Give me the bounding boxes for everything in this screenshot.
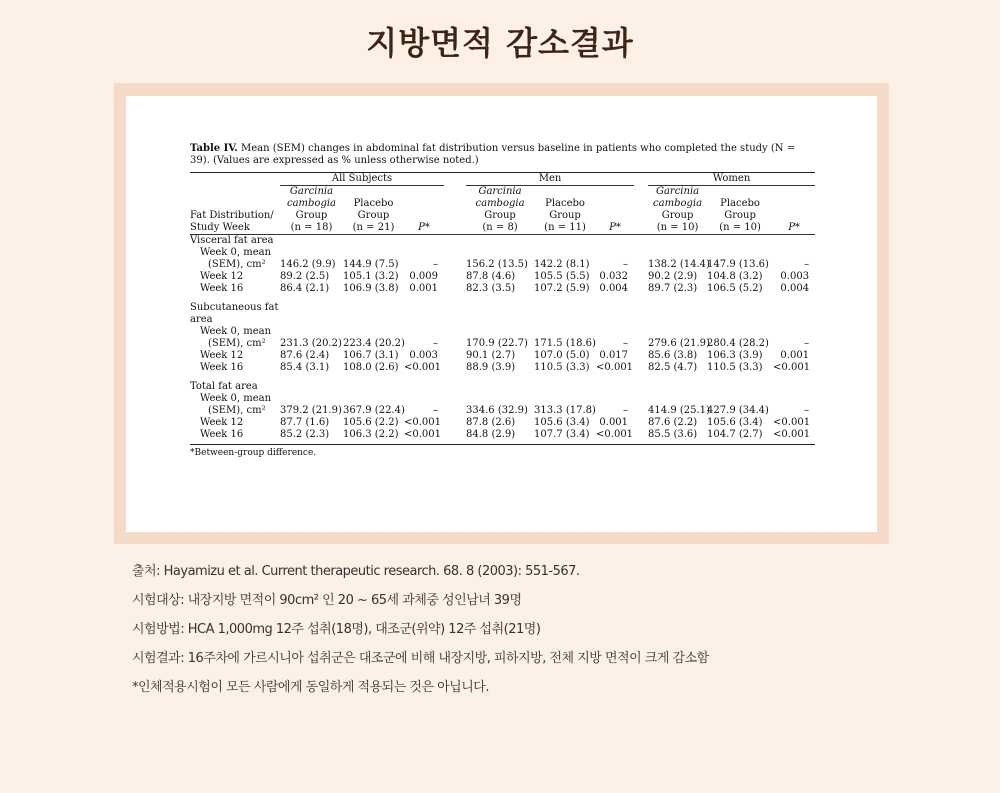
table-caption (190, 143, 815, 167)
table-cell: 104.8 (3.2) (707, 271, 763, 282)
table-cell: <0.001 (404, 362, 442, 373)
n-women-pl: (n = 10) (707, 222, 773, 235)
column-header-row (190, 198, 815, 210)
gc-header-line: cambogia (286, 198, 337, 209)
table-cell: 105.6 (3.4) (707, 417, 763, 428)
placebo-header-line: Placebo (720, 198, 760, 209)
row-label: (SEM), cm² (208, 338, 266, 349)
table-cell: 0.009 (409, 271, 439, 282)
table-cell: 379.2 (21.9) (280, 405, 342, 416)
week0-label-row (190, 326, 815, 338)
table-cell: 414.9 (25.1) (648, 405, 710, 416)
table-row (190, 417, 815, 429)
table-cell: 223.4 (20.2) (343, 338, 405, 349)
gc-header-line: Garcinia (655, 186, 700, 197)
table-cell: 107.7 (3.4) (534, 429, 590, 440)
row-label: Week 16 (200, 283, 244, 294)
week0-label-row (190, 393, 815, 405)
table-row (190, 362, 815, 374)
section-title-row (190, 314, 815, 326)
p-header: P* (788, 222, 800, 233)
section-title: Subcutaneous fat (190, 302, 279, 313)
n-men-gc: (n = 8) (466, 222, 534, 235)
table-cell: 0.017 (599, 350, 629, 361)
page-title: 지방면적 감소결과 (366, 24, 634, 62)
note-method: 시험방법: HCA 1,000mg 12주 섭취(18명), 대조군(위약) 12주 섭취(21명) (132, 622, 541, 637)
table-cell: 0.032 (599, 271, 629, 282)
table-footnote: *Between-group difference. (190, 448, 317, 458)
row-label: Week 16 (200, 362, 244, 373)
n-all-pl: (n = 21) (343, 222, 404, 235)
gc-header-line: Group (295, 210, 328, 221)
table-cell: 85.6 (3.8) (648, 350, 698, 361)
section-title: Visceral fat area (190, 235, 274, 246)
n-all-gc: (n = 18) (280, 222, 343, 235)
table-cell: – (623, 405, 629, 416)
week0-label: Week 0, mean (200, 326, 272, 337)
table-cell: 106.3 (3.9) (707, 350, 763, 361)
gc-header-line: cambogia (475, 198, 525, 209)
table-cell: – (623, 259, 629, 270)
table-cell: 427.9 (34.4) (707, 405, 769, 416)
gc-header-line: Group (661, 210, 694, 221)
table-cell: 105.5 (5.5) (534, 271, 590, 282)
section-gap (190, 295, 815, 302)
note-result: 시험결과: 16주차에 가르시니아 섭취군은 대조군에 비해 내장지방, 피하지방, 전체 지방 면적이 크게 감소함 (132, 651, 709, 666)
table-cell: 89.7 (2.3) (648, 283, 698, 294)
section-title-row (190, 235, 815, 248)
group-all-subjects: All Subjects (280, 173, 444, 186)
table-cell: 106.7 (3.1) (343, 350, 399, 361)
gc-header-line: Garcinia (478, 186, 522, 197)
table-sheet (126, 96, 877, 532)
table-cell: 313.3 (17.8) (534, 405, 596, 416)
n-men-pl: (n = 11) (534, 222, 596, 235)
table-cell: 146.2 (9.9) (280, 259, 336, 270)
section-title: Total fat area (190, 381, 258, 392)
table-row (190, 405, 815, 417)
table-cell: 87.7 (1.6) (280, 417, 330, 428)
table-cell: 280.4 (28.2) (707, 338, 769, 349)
table-cell: – (623, 338, 629, 349)
table-cell: 108.0 (2.6) (343, 362, 399, 373)
table-row (190, 259, 815, 271)
table-cell: 334.6 (32.9) (466, 405, 528, 416)
table-cell: 171.5 (18.6) (534, 338, 596, 349)
p-header: P* (418, 222, 430, 233)
table-cell: <0.001 (404, 417, 442, 428)
placebo-header-line: Placebo (545, 198, 585, 209)
table-cell: <0.001 (596, 429, 634, 440)
table-cell: – (433, 259, 439, 270)
week0-label-row (190, 247, 815, 259)
table-cell: 110.5 (3.3) (707, 362, 763, 373)
note-disclaimer: *인체적용시험이 모든 사람에게 동일하게 적용되는 것은 아닙니다. (132, 680, 489, 695)
table-cell: 367.9 (22.4) (343, 405, 405, 416)
row-label: Week 12 (200, 271, 244, 282)
table-cell: 87.8 (2.6) (466, 417, 516, 428)
gc-header-line: Group (484, 210, 516, 221)
table-cell: 85.2 (2.3) (280, 429, 330, 440)
table-cell: 85.4 (3.1) (280, 362, 330, 373)
table-cell: 147.9 (13.6) (707, 259, 769, 270)
column-header-row (190, 210, 815, 222)
n-women-gc: (n = 10) (648, 222, 707, 235)
section-title-row (190, 302, 815, 314)
table-cell: 170.9 (22.7) (466, 338, 528, 349)
table-row (190, 283, 815, 295)
table-cell: – (433, 338, 439, 349)
week0-label: Week 0, mean (200, 393, 272, 404)
row-label: Week 12 (200, 417, 244, 428)
placebo-header-line: Group (357, 210, 390, 221)
section-gap (190, 374, 815, 381)
group-header-row (190, 173, 815, 186)
row-label: Week 16 (200, 429, 244, 440)
table-cell: 89.2 (2.5) (280, 271, 330, 282)
results-table (190, 172, 815, 445)
table-cell: 0.001 (780, 350, 810, 361)
table-cell: <0.001 (773, 417, 811, 428)
table-row (190, 338, 815, 350)
table-cell: 85.5 (3.6) (648, 429, 698, 440)
group-women: Women (648, 173, 815, 186)
table-cell: <0.001 (773, 362, 811, 373)
table-caption-label: Table IV. (190, 143, 238, 154)
table-cell: 87.6 (2.2) (648, 417, 698, 428)
table-image-frame (114, 83, 889, 544)
table-cell: 107.2 (5.9) (534, 283, 590, 294)
placebo-header-line: Group (549, 210, 581, 221)
table-cell: 82.5 (4.7) (648, 362, 698, 373)
table-cell: <0.001 (596, 362, 634, 373)
table-cell: 0.004 (599, 283, 629, 294)
table-cell: 106.5 (5.2) (707, 283, 763, 294)
section-title: area (190, 314, 213, 325)
table-cell: 90.1 (2.7) (466, 350, 516, 361)
table-cell: 231.3 (20.2) (280, 338, 342, 349)
table-cell: – (433, 405, 439, 416)
table-row (190, 350, 815, 362)
table-cell: 106.9 (3.8) (343, 283, 399, 294)
table-cell: 90.2 (2.9) (648, 271, 698, 282)
table-cell: – (804, 338, 810, 349)
row-header-line: Fat Distribution/ (190, 210, 274, 221)
table-cell: 279.6 (21.9) (648, 338, 710, 349)
table-cell: 106.3 (2.2) (343, 429, 399, 440)
table-cell: 138.2 (14.4) (648, 259, 710, 270)
row-header-line: Study Week (190, 222, 280, 235)
week0-label: Week 0, mean (200, 247, 272, 258)
column-header-row (190, 222, 815, 235)
table-row (190, 429, 815, 441)
table-cell: 105.6 (2.2) (343, 417, 399, 428)
table-row (190, 271, 815, 283)
notes-list (132, 557, 892, 702)
table-cell: 88.9 (3.9) (466, 362, 516, 373)
table-cell: 82.3 (3.5) (466, 283, 516, 294)
table-cell: – (804, 259, 810, 270)
table-cell: 0.003 (780, 271, 810, 282)
table-cell: 0.001 (409, 283, 439, 294)
table-cell: – (804, 405, 810, 416)
table-cell: 86.4 (2.1) (280, 283, 330, 294)
table-cell: 144.9 (7.5) (343, 259, 399, 270)
table-cell: 107.0 (5.0) (534, 350, 590, 361)
placebo-header-line: Placebo (353, 198, 394, 209)
row-label: (SEM), cm² (208, 405, 266, 416)
table-cell: 87.8 (4.6) (466, 271, 516, 282)
table-cell: 156.2 (13.5) (466, 259, 528, 270)
row-label: (SEM), cm² (208, 259, 266, 270)
table-cell: <0.001 (404, 429, 442, 440)
table-cell: 0.004 (780, 283, 810, 294)
table-container (190, 143, 815, 458)
group-men: Men (466, 173, 634, 186)
table-cell: 0.003 (409, 350, 439, 361)
row-label: Week 12 (200, 350, 244, 361)
table-caption-text: Mean (SEM) changes in abdominal fat distribution versus baseline in patients who completed the study (N = 39). (Values are expressed as % unless otherwise noted.) (190, 143, 796, 166)
gc-header-line: Garcinia (289, 186, 334, 197)
table-bottom-rule (190, 441, 815, 445)
note-source: 출처: Hayamizu et al. Current therapeutic research. 68. 8 (2003): 551-567. (132, 564, 580, 579)
table-cell: 105.1 (3.2) (343, 271, 399, 282)
column-header-row (190, 186, 815, 199)
table-cell: 87.6 (2.4) (280, 350, 330, 361)
table-cell: 105.6 (3.4) (534, 417, 590, 428)
note-subjects: 시험대상: 내장지방 면적이 90cm² 인 20 ~ 65세 과체중 성인남녀 39명 (132, 593, 522, 608)
table-cell: 110.5 (3.3) (534, 362, 590, 373)
table-cell: <0.001 (773, 429, 811, 440)
table-body (190, 235, 815, 442)
placebo-header-line: Group (724, 210, 756, 221)
section-title-row (190, 381, 815, 393)
table-cell: 84.8 (2.9) (466, 429, 516, 440)
p-header: P* (609, 222, 621, 233)
table-cell: 104.7 (2.7) (707, 429, 763, 440)
table-cell: 142.2 (8.1) (534, 259, 590, 270)
gc-header-line: cambogia (653, 198, 703, 209)
table-cell: 0.001 (599, 417, 629, 428)
